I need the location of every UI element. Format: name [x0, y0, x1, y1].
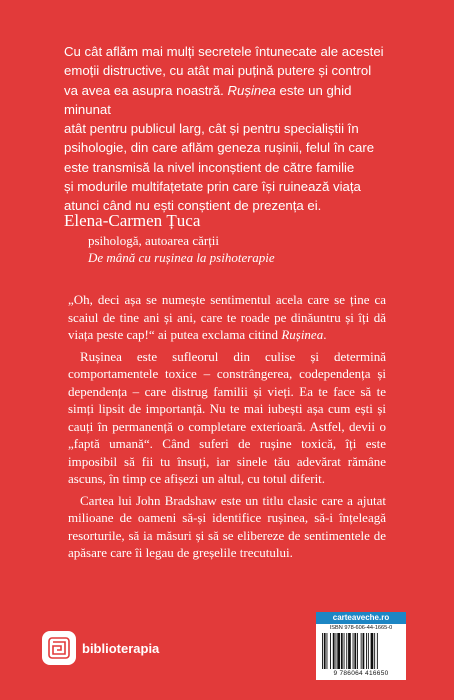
paragraph-text: „Oh, deci așa se numește sentimentul acela care se ține ca scaiul de tine ani și ani, care te roade pe dinăuntru și îți dă viața peste cap!“ ai putea exclama citind	[68, 292, 386, 342]
description-paragraph: Rușinea este sufleorul din culise și determină comportamentele toxice – constrângerea, codependența și dependența – care distrug familii și vieți. Ea te face să te simți lipsit de importanță. Nu te mai iubești așa cum ești și cauți în permanență o completare exterioară. Astfel, devii o „faptă umană“. Când suferi de rușine toxică, îți este imposibil să fii tu însuți, iar sinele tău adevărat rămâne ascuns, în timp ce afișezi un altul, cu totul diferit.	[68, 348, 386, 486]
barcode-bar	[330, 633, 331, 669]
endorser-role: psihologă, autoarea cărții	[88, 233, 220, 248]
barcode-bar	[336, 633, 337, 669]
publisher-site: carteaveche.ro	[316, 612, 406, 624]
publisher-logo	[42, 628, 159, 668]
barcode-number: 9 786064 416650	[333, 670, 389, 677]
barcode-bar	[327, 633, 328, 669]
blurb-line: și modurile multifațetate prin care își ruinează viața	[64, 179, 361, 195]
barcode-bar	[353, 633, 354, 669]
barcode-bar	[341, 633, 343, 669]
barcode-bar	[377, 633, 378, 669]
description-paragraph: Cartea lui John Bradshaw este un titlu clasic care a ajutat milioane de oameni să-și identifice rușinea, să-i înțeleagă resorturile, să ia măsuri și să se elibereze de sentimentele de apăsare care îi legau de greșelile trecutului.	[68, 492, 386, 560]
barcode-bar	[324, 633, 326, 669]
blurb-line: este transmisă la nivel inconștient de către familie	[64, 159, 355, 175]
blurb-line: psihologie, din care aflăm geneza rușinii, felul în care	[64, 140, 375, 156]
barcode-bar	[344, 633, 345, 669]
barcode-bar	[333, 633, 335, 669]
blurb-line	[64, 81, 394, 120]
publisher-name: biblioterapia	[82, 640, 160, 656]
paragraph-text: .	[323, 327, 327, 342]
barcode-bars	[322, 633, 400, 669]
barcode-bar	[366, 633, 367, 669]
blurb-line: atunci când nu ești conștient de prezența ei.	[64, 198, 322, 214]
barcode-bar	[346, 633, 347, 669]
barcode-bar	[357, 633, 358, 669]
isbn-barcode	[316, 612, 406, 680]
barcode-bar	[348, 633, 351, 669]
maze-icon	[42, 631, 76, 665]
barcode-bar	[361, 633, 362, 669]
endorser-name: Elena-Carmen Țuca	[64, 211, 201, 230]
endorser-book: De mână cu rușinea la psihoterapie	[88, 250, 275, 265]
barcode-bar	[354, 633, 356, 669]
blurb-line-text: va avea ea asupra noastră.	[64, 82, 224, 98]
cover-description	[68, 291, 386, 566]
blurb-line: Cu cât aflăm mai mulți secretele întunecate ale acestei	[64, 44, 384, 59]
barcode-bar	[363, 633, 365, 669]
endorser-signature	[64, 210, 394, 266]
barcode-bar	[322, 633, 323, 669]
blurb-line: atât pentru publicul larg, cât și pentru specialiștii în	[64, 121, 359, 137]
blurb-book-title: Rușinea	[227, 82, 276, 98]
blurb-line: emoții distructive, cu atât mai puțină putere și control	[64, 63, 372, 79]
barcode-bar	[371, 633, 374, 669]
barcode-bar	[368, 633, 369, 669]
book-title: Rușinea	[281, 327, 324, 342]
barcode-bar	[337, 633, 340, 669]
description-paragraph	[68, 291, 386, 344]
isbn-label: ISBN 978-606-44-1665-0	[329, 625, 393, 631]
blurb-line-text: este un ghid minunat	[64, 82, 352, 117]
barcode-bar	[374, 633, 375, 669]
endorsement-blurb	[64, 42, 394, 216]
